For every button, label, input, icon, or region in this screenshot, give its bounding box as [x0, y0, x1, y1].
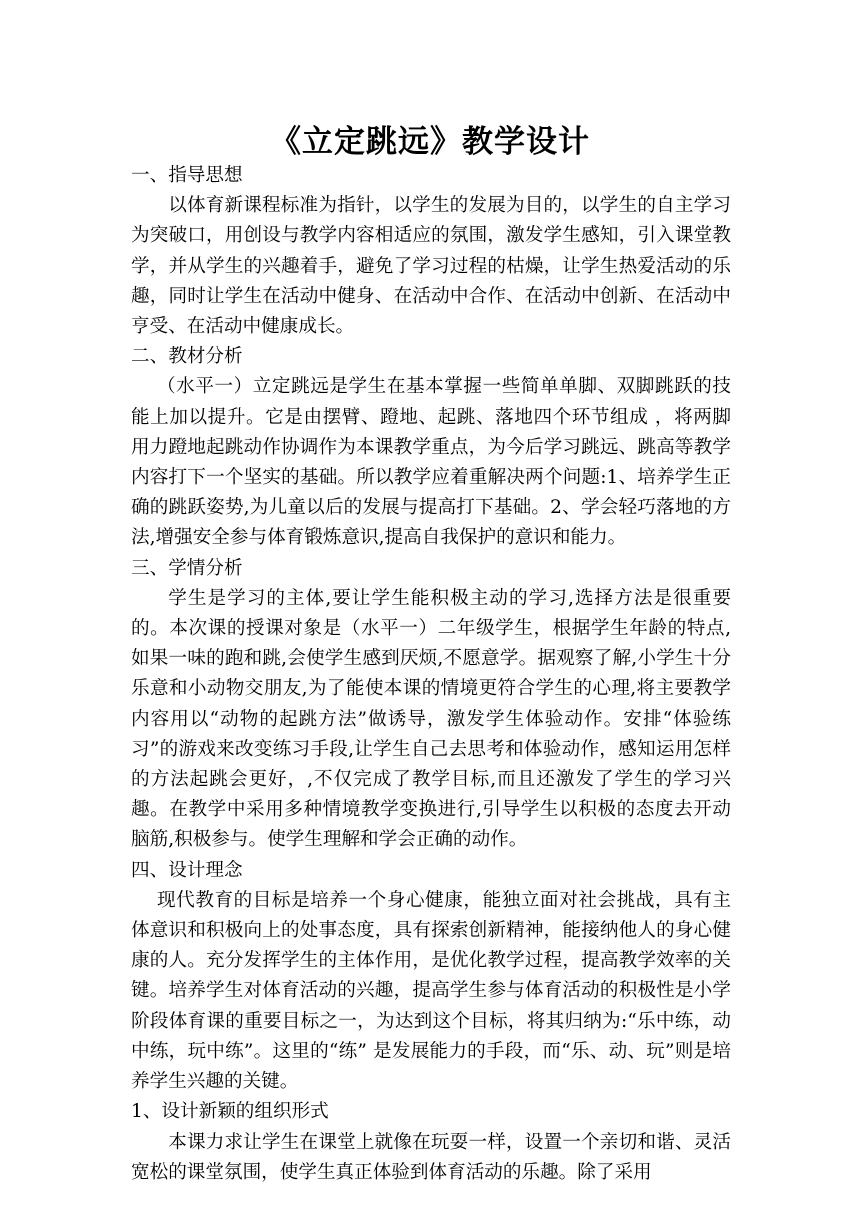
section-heading-design-concept: 四、设计理念 — [131, 859, 243, 881]
section-paragraph-learner-analysis: 学生是学习的主体,要让学生能积极主动的学习,选择方法是很重要的。本次课的授课对象是（水平一）二年级学生，根据学生年龄的特点,如果一味的跑和跳,会使学生感到厌烦,不愿意学。据观察了解,小学生十分乐意和小动物交朋友,为了能使本课的情境更符合学生的心理,将主要教学内容用以“动物的起跳方法”做诱导，激发学生体验动作。安排“体验练习”的游戏来改变练习手段,让学生自己去思考和体验动作，感知运用怎样的方法起跳会更好，,不仅完成了教学目标,而且还激发了学生的学习兴趣。在教学中采用多种情境教学变换进行,引导学生以积极的态度去开动脑筋,积极参与。使学生理解和学会正确的动作。 — [131, 587, 731, 851]
section-heading-organization-form: 1、设计新颖的组织形式 — [131, 1101, 329, 1123]
section-paragraph-material-analysis: （水平一）立定跳远是学生在基本掌握一些简单单脚、双脚跳跃的技能上加以提升。它是由摆臂、蹬地、起跳、落地四个环节组成 ，将两脚用力蹬地起跳动作协调作为本课教学重点，为今后学习跳远、跳高等教学内容打下一个坚实的基础。所以教学应着重解决两个问题:1、培养学生正确的跳跃姿势,为儿童以后的发展与提高打下基础。2、学会轻巧落地的方法,增强安全参与体育锻炼意识,提高自我保护的意识和能力。 — [131, 376, 731, 549]
section-heading-guiding-ideas: 一、指导思想 — [131, 165, 243, 186]
section-paragraph-organization-form: 本课力求让学生在课堂上就像在玩耍一样，设置一个亲切和谐、灵活宽松的课堂氛围，使学生真正体验到体育活动的乐趣。除了采用 — [131, 1131, 731, 1183]
document-body — [131, 161, 731, 1188]
section-heading-learner-analysis: 三、学情分析 — [131, 557, 243, 579]
section-heading-material-analysis: 二、教材分析 — [131, 346, 243, 368]
section-paragraph-design-concept: 现代教育的目标是培养一个身心健康，能独立面对社会挑战，具有主体意识和积极向上的处事态度，具有探索创新精神，能接纳他人的身心健康的人。充分发挥学生的主体作用，是优化教学过程，提高教学效率的关键。培养学生对体育活动的兴趣，提高学生参与体育活动的积极性是小学阶段体育课的重要目标之一，为达到这个目标，将其归纳为:“乐中练，动中练，玩中练”。这里的“练” 是发展能力的手段，而“乐、动、玩”则是培养学生兴趣的关键。 — [131, 889, 731, 1093]
section-paragraph-guiding-ideas: 以体育新课程标准为指针，以学生的发展为目的，以学生的自主学习为突破口，用创设与教学内容相适应的氛围，激发学生感知，引入课堂教学，并从学生的兴趣着手，避免了学习过程的枯燥，让学生热爱活动的乐趣，同时让学生在活动中健身、在活动中合作、在活动中创新、在活动中亨受、在活动中健康成长。 — [131, 195, 731, 338]
document-title: 《立定跳远》教学设计 — [270, 124, 590, 160]
